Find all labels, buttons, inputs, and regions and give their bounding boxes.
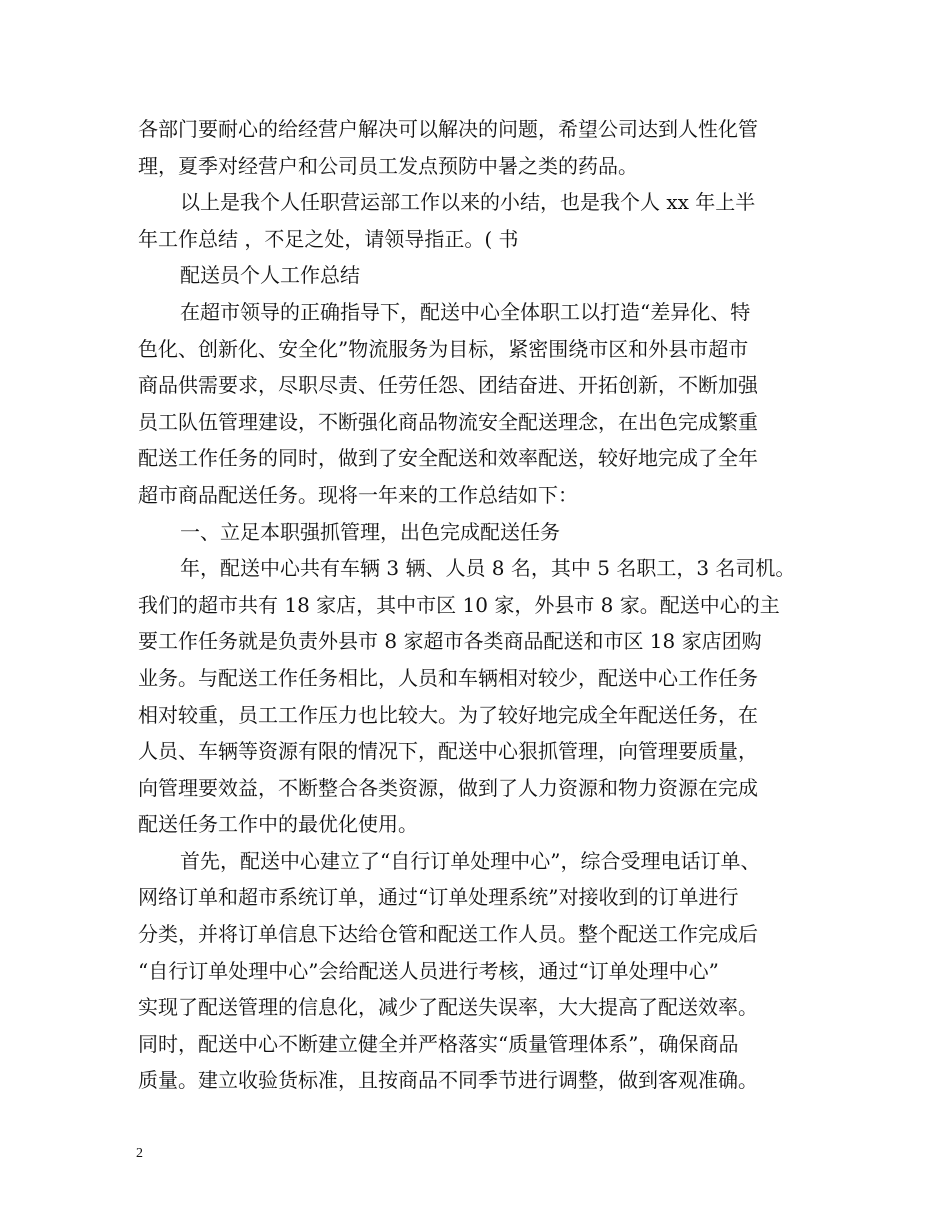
text-line: 配送员个人工作总结 [180,263,360,288]
text-line: 年，配送中心共有车辆 3 辆、人员 8 名，其中 5 名职工，3 名司机。 [180,556,796,581]
text-line: 首先，配送中心建立了“自行订单处理中心”，综合受理电话订单、 [180,848,761,873]
text-line: 网络订单和超市系统订单，通过“订单处理系统”对接收到的订单进行 [138,885,739,910]
text-line: 人员、车辆等资源有限的情况下，配送中心狠抓管理，向管理要质量， [138,739,758,764]
text-line: 员工队伍管理建设，不断强化商品物流安全配送理念，在出色完成繁重 [138,409,758,434]
text-line: 一、立足本职强抓管理，出色完成配送任务 [180,519,560,544]
text-line: 超市商品配送任务。现将一年来的工作总结如下： [138,482,578,507]
text-line: 相对较重，员工工作压力也比较大。为了较好地完成全年配送任务，在 [138,702,758,727]
text-line: 配送任务工作中的最优化使用。 [138,812,418,837]
text-line: 色化、创新化、安全化”物流服务为目标，紧密围绕市区和外县市超市 [138,336,749,361]
document-body [138,111,818,1099]
text-line: 质量。建立收验货标准，且按商品不同季节进行调整，做到客观准确。 [138,1068,758,1093]
page-number: 2 [136,1146,143,1161]
text-line: 要工作任务就是负责外县市 8 家超市各类商品配送和市区 18 家店团购 [138,629,762,654]
text-line: 年工作总结 ，不足之处，请领导指正。( 书 [138,226,519,251]
text-line: 配送工作任务的同时，做到了安全配送和效率配送，较好地完成了全年 [138,446,758,471]
text-line: “自行订单处理中心”会给配送人员进行考核，通过“订单处理中心” [138,958,719,983]
text-line: 在超市领导的正确指导下，配送中心全体职工以打造“差异化、特 [180,299,751,324]
text-line: 我们的超市共有 18 家店，其中市区 10 家，外县市 8 家。配送中心的主 [138,592,780,617]
text-line: 实现了配送管理的信息化，减少了配送失误率，大大提高了配送效率。 [138,995,758,1020]
text-line: 商品供需要求，尽职尽责、任劳任怨、团结奋进、开拓创新，不断加强 [138,373,758,398]
text-line: 分类，并将订单信息下达给仓管和配送工作人员。整个配送工作完成后 [138,922,758,947]
text-line: 以上是我个人任职营运部工作以来的小结，也是我个人 xx 年上半 [180,190,756,215]
text-line: 业务。与配送工作任务相比，人员和车辆相对较少，配送中心工作任务 [138,665,758,690]
text-line: 各部门要耐心的给经营户解决可以解决的问题，希望公司达到人性化管 [138,117,758,141]
text-line: 向管理要效益，不断整合各类资源，做到了人力资源和物力资源在完成 [138,775,758,800]
text-line: 理，夏季对经营户和公司员工发点预防中暑之类的药品。 [138,153,638,178]
text-line: 同时，配送中心不断建立健全并严格落实“质量管理体系”，确保商品 [138,1031,739,1056]
